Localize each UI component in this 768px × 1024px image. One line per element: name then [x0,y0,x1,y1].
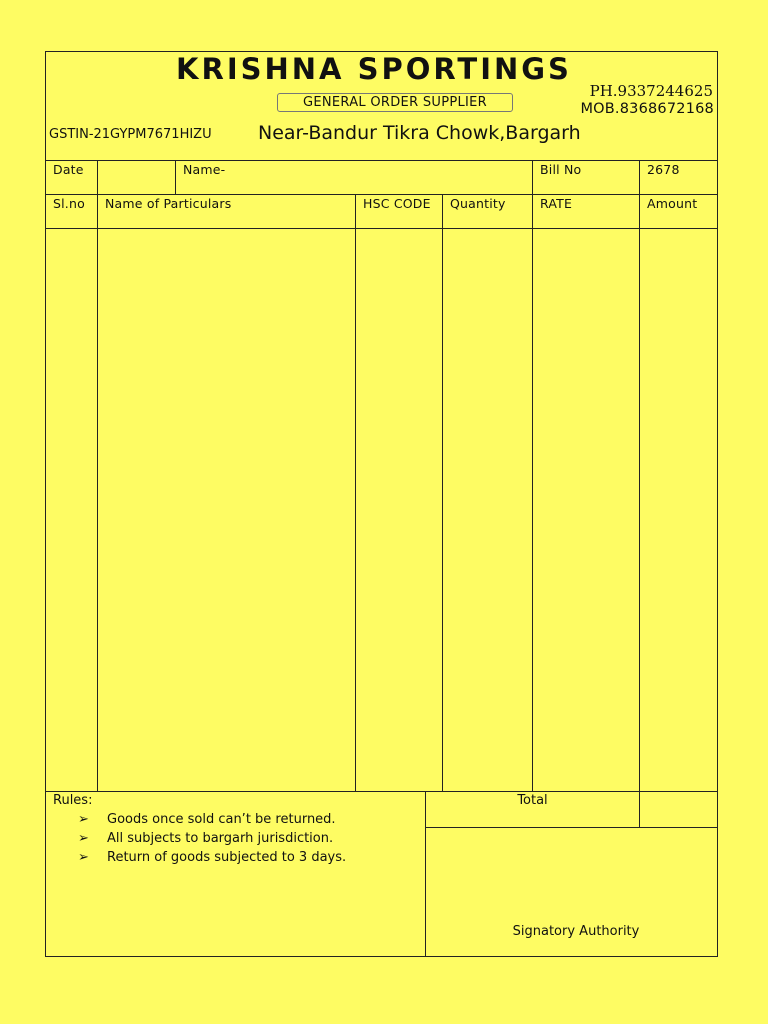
arrow-bullet-icon: ➢ [78,850,89,865]
bill-number: 2678 [647,162,680,177]
company-name: KRISHNA SPORTINGS [176,52,572,86]
divider-v [639,160,640,194]
divider-total [426,827,717,828]
rule-item: ➢ Goods once sold can’t be returned. [78,812,336,827]
divider-v [532,160,533,194]
name-label: Name- [183,162,226,177]
column-header-quantity: Quantity [450,196,506,211]
arrow-bullet-icon: ➢ [78,812,89,827]
rule-item: ➢ All subjects to bargarh jurisdiction. [78,831,334,846]
rule-item: ➢ Return of goods subjected to 3 days. [78,850,347,865]
column-divider [532,194,533,791]
column-header-rate: RATE [540,196,573,211]
total-divider [639,791,640,827]
divider-info [45,194,717,195]
address: Near-Bandur Tikra Chowk,Bargarh [258,122,581,144]
divider-v [97,160,98,194]
column-divider [355,194,356,791]
arrow-bullet-icon: ➢ [78,831,89,846]
column-divider [97,194,98,791]
divider-columns [45,228,717,229]
signatory-label: Signatory Authority [512,924,640,939]
column-header-slno: Sl.no [53,196,85,211]
divider-header [45,160,717,161]
bill-no-label: Bill No [540,162,582,177]
date-label: Date [53,162,84,177]
gstin: GSTIN-21GYPM7671HIZU [49,127,212,142]
column-header-amount: Amount [647,196,698,211]
column-header-particulars: Name of Particulars [105,196,232,211]
column-header-hsc-code: HSC CODE [363,196,431,211]
total-label: Total [517,793,548,808]
phone-number: PH.9337244625 [589,82,713,100]
column-divider [639,194,640,791]
rules-list [78,810,346,867]
mobile-number: MOB.8368672168 [580,101,714,117]
column-divider [442,194,443,791]
rules-title: Rules: [53,793,93,808]
divider-v [175,160,176,194]
tagline-badge: GENERAL ORDER SUPPLIER [277,93,513,112]
divider-body [45,791,717,792]
